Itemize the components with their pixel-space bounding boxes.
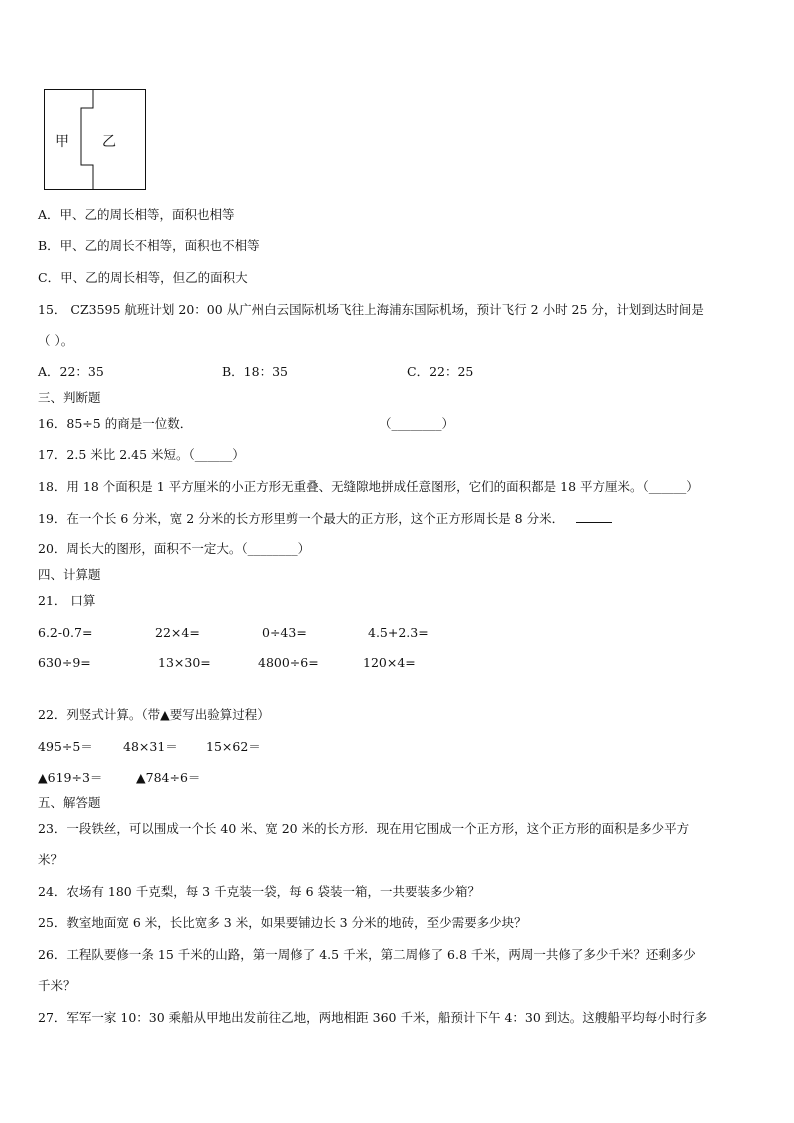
q16-answer-blank: （________） [379, 416, 455, 431]
section-3-heading: 三、判断题 [38, 390, 101, 405]
q19-row [38, 510, 612, 527]
q15-option-c: C．22：25 [407, 364, 474, 379]
q22-item: 48×31＝ [123, 739, 178, 754]
rectangle-figure [44, 89, 146, 190]
q26-line1: 26．工程队要修一条 15 千米的山路，第一周修了 4.5 千米，第二周修了 6.8 千米，两周一共修了多少千米？还剩多少 [38, 947, 696, 962]
q21-item: 120×4= [363, 655, 416, 670]
q15-line1: 15． CZ3595 航班计划 20：00 从广州白云国际机场飞往上海浦东国际机场，预计飞行 2 小时 25 分，计划到达时间是 [38, 302, 704, 317]
q26-line2: 千米？ [38, 978, 76, 993]
q19-text: 19．在一个长 6 分米，宽 2 分米的长方形里剪一个最大的正方形，这个正方形周长是 8 分米． [38, 511, 565, 526]
q22-item: 495÷5＝ [38, 739, 93, 754]
q21-item: 6.2-0.7= [38, 625, 93, 640]
q15-option-a: A．22：35 [38, 364, 104, 379]
q23-line2: 米？ [38, 852, 64, 867]
q15-option-b: B．18：35 [222, 364, 288, 379]
q15-line2: （ ）。 [38, 333, 74, 348]
q21-item: 13×30= [158, 655, 211, 670]
q22-item: ▲619÷3＝ [38, 770, 103, 785]
q21-item: 630÷9= [38, 655, 91, 670]
q17-text: 17．2.5 米比 2.45 米短。（______） [38, 447, 245, 462]
section-4-heading: 四、计算题 [38, 567, 101, 582]
q16-text: 16．85÷5 的商是一位数． [38, 416, 193, 431]
q27-line1: 27．军军一家 10：30 乘船从甲地出发前往乙地，两地相距 360 千米，船预计下午 4：30 到达。这艘船平均每小时行多 [38, 1010, 708, 1025]
section-5-heading: 五、解答题 [38, 795, 101, 810]
q21-item: 4.5+2.3= [368, 625, 429, 640]
q19-answer-blank [576, 510, 612, 523]
divider-line [81, 90, 93, 190]
q22-item: ▲784÷6＝ [136, 770, 201, 785]
label-jia: 甲 [55, 134, 69, 150]
q21-title: 21． 口算 [38, 593, 96, 608]
q25-text: 25．教室地面宽 6 米，长比宽多 3 米，如果要铺边长 3 分米的地砖，至少需要多少块？ [38, 915, 527, 930]
q21-item: 0÷43= [262, 625, 307, 640]
q21-item: 4800÷6= [258, 655, 319, 670]
q24-text: 24．农场有 180 千克梨，每 3 千克装一袋，每 6 袋装一箱，一共要装多少箱？ [38, 884, 481, 899]
q22-title: 22．列竖式计算。（带▲要写出验算过程） [38, 707, 270, 722]
q14-option-a: A．甲、乙的周长相等，面积也相等 [38, 207, 235, 222]
q14-option-c: C．甲、乙的周长相等，但乙的面积大 [38, 270, 248, 285]
q14-option-b: B．甲、乙的周长不相等，面积也不相等 [38, 238, 260, 253]
q18-text: 18．用 18 个面积是 1 平方厘米的小正方形无重叠、无缝隙地拼成任意图形，它们的面积都是 18 平方厘米。（______） [38, 479, 699, 494]
q20-text: 20．周长大的图形，面积不一定大。（________） [38, 541, 311, 556]
q23-line1: 23．一段铁丝，可以围成一个长 40 米、宽 20 米的长方形．现在用它围成一个正方形，这个正方形的面积是多少平方 [38, 821, 690, 836]
q22-item: 15×62＝ [206, 739, 261, 754]
label-yi: 乙 [102, 134, 116, 150]
q21-item: 22×4= [155, 625, 200, 640]
